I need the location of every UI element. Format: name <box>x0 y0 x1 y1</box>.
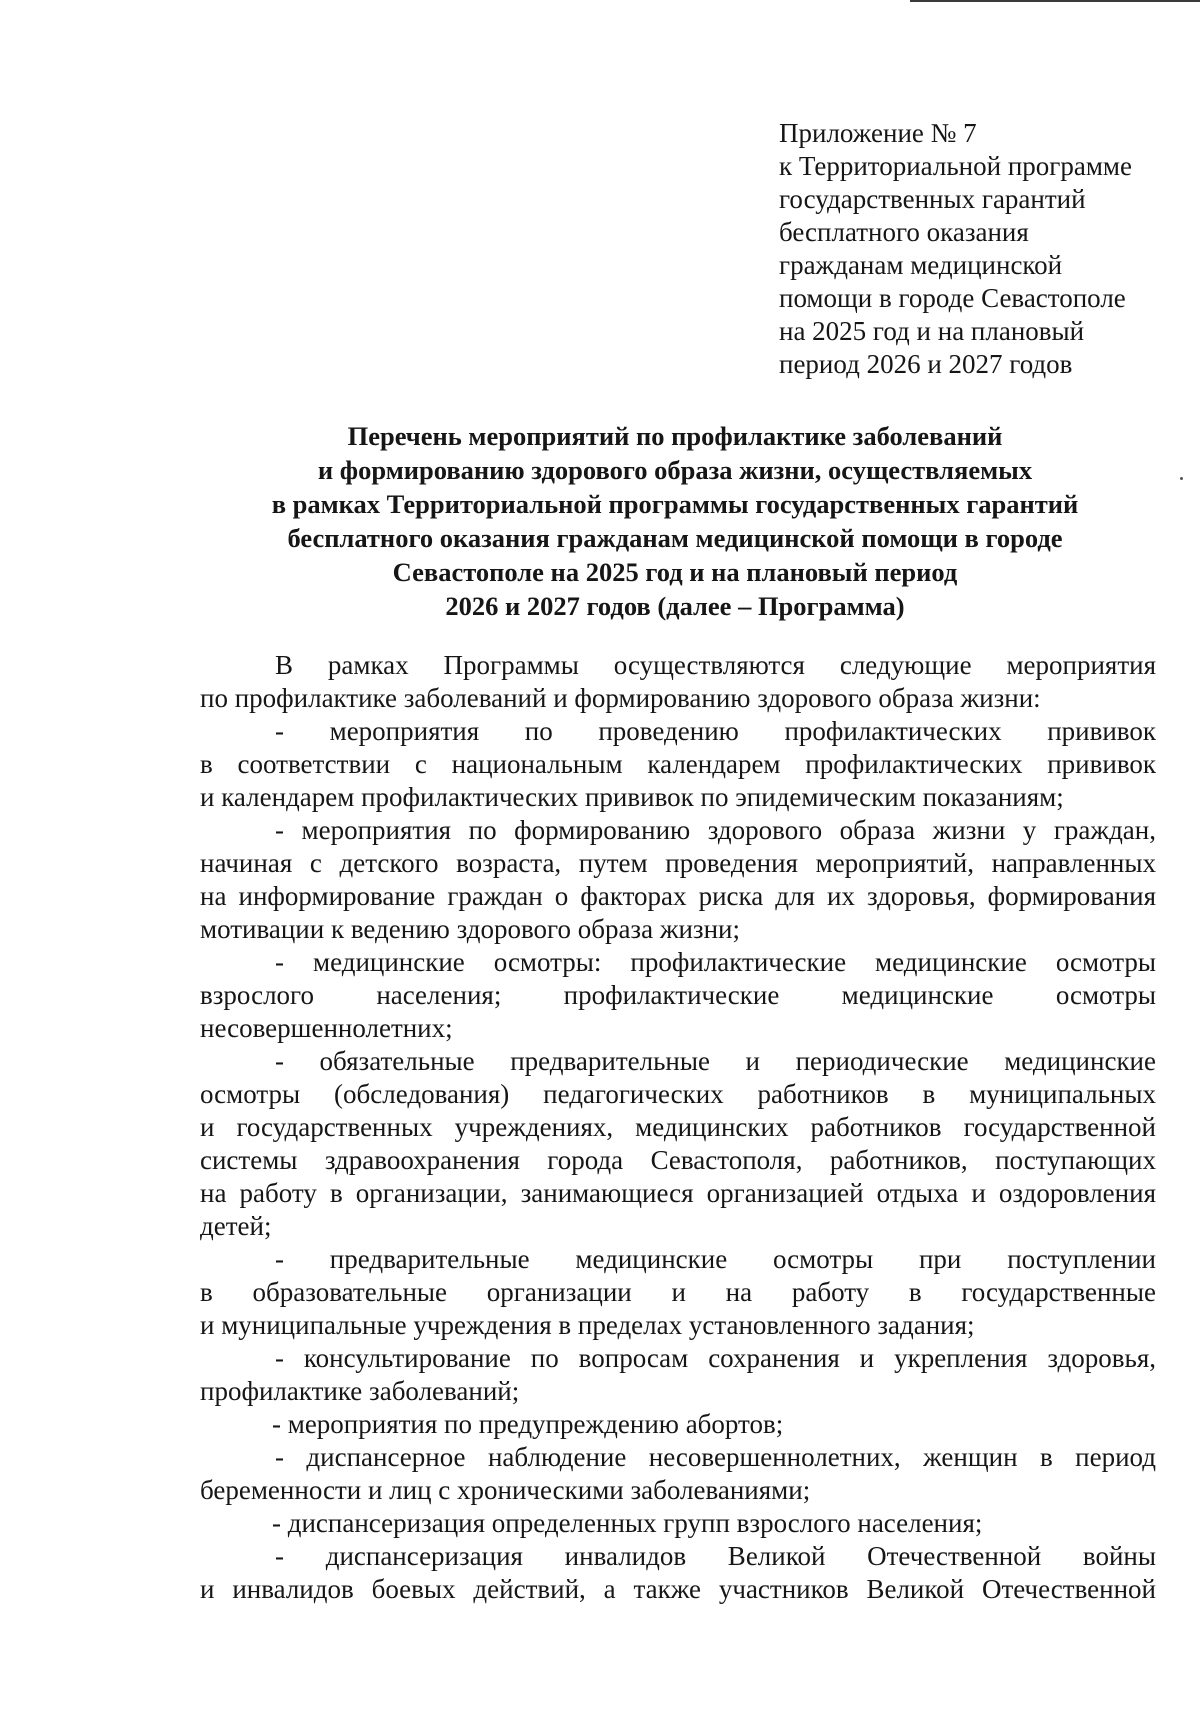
body-line: - мероприятия по предупреждению абортов; <box>272 1409 784 1439</box>
title-line: Перечень мероприятий по профилактике заболеваний <box>347 421 1003 451</box>
body-line: начиная с детского возраста, путем проведения мероприятий, направленных <box>200 848 1156 878</box>
appendix-line: бесплатного оказания <box>779 217 1029 247</box>
body-line: по профилактике заболеваний и формированию здорового образа жизни: <box>200 683 1041 713</box>
title-line: в рамках Территориальной программы государственных гарантий <box>271 489 1079 519</box>
body-line: - обязательные предварительные и периодические медицинские <box>275 1046 1156 1076</box>
appendix-line: Приложение № 7 <box>779 118 977 148</box>
body-line: - мероприятия по формированию здорового образа жизни у граждан, <box>275 815 1156 845</box>
top-edge-rule <box>910 0 1200 2</box>
body-line: на информирование граждан о факторах риска для их здоровья, формирования <box>200 881 1156 911</box>
title-line: и формированию здорового образа жизни, осуществляемых <box>317 455 1033 485</box>
body-line: несовершеннолетних; <box>200 1013 453 1043</box>
body-line: системы здравоохранения города Севастополя, работников, поступающих <box>200 1145 1156 1175</box>
body-line: осмотры (обследования) педагогических работников в муниципальных <box>200 1079 1156 1109</box>
appendix-line: к Территориальной программе <box>779 151 1132 181</box>
body-line: В рамках Программы осуществляются следующие мероприятия <box>275 650 1156 680</box>
title-line: бесплатного оказания гражданам медицинской помощи в городе <box>287 523 1063 553</box>
document-body <box>200 649 1156 1606</box>
body-line: - мероприятия по проведению профилактических прививок <box>275 716 1156 746</box>
body-line: и календарем профилактических прививок по эпидемическим показаниям; <box>200 782 1064 812</box>
body-line: и государственных учреждениях, медицинских работников государственной <box>200 1112 1156 1142</box>
document-title <box>200 419 1150 623</box>
appendix-header <box>779 117 1189 381</box>
body-line: и муниципальные учреждения в пределах установленного задания; <box>200 1310 975 1340</box>
body-line: мотивации к ведению здорового образа жизни; <box>200 914 740 944</box>
body-line: профилактике заболеваний; <box>200 1376 520 1406</box>
body-line: - диспансеризация инвалидов Великой Отечественной войны <box>275 1541 1156 1571</box>
appendix-line: помощи в городе Севастополе <box>779 283 1126 313</box>
body-line: на работу в организации, занимающиеся организацией отдыха и оздоровления <box>200 1178 1156 1208</box>
appendix-line: период 2026 и 2027 годов <box>779 349 1073 379</box>
appendix-line: государственных гарантий <box>779 184 1086 214</box>
appendix-line: на 2025 год и на плановый <box>779 316 1085 346</box>
title-line: 2026 и 2027 годов (далее – Программа) <box>445 591 905 621</box>
body-line: взрослого населения; профилактические медицинские осмотры <box>200 980 1156 1010</box>
body-line: - диспансерное наблюдение несовершеннолетних, женщин в период <box>275 1442 1156 1472</box>
body-line: беременности и лиц с хроническими заболеваниями; <box>200 1475 811 1505</box>
scan-speck <box>1180 477 1183 480</box>
title-line: Севастополе на 2025 год и на плановый период <box>392 557 958 587</box>
body-line: и инвалидов боевых действий, а также участников Великой Отечественной <box>200 1574 1156 1604</box>
body-line: - диспансеризация определенных групп взрослого населения; <box>272 1508 983 1538</box>
body-line: - медицинские осмотры: профилактические медицинские осмотры <box>275 947 1156 977</box>
appendix-line: гражданам медицинской <box>779 250 1063 280</box>
body-line: детей; <box>200 1211 272 1241</box>
body-line: - предварительные медицинские осмотры при поступлении <box>275 1244 1156 1274</box>
body-line: в соответствии с национальным календарем профилактических прививок <box>200 749 1156 779</box>
body-line: в образовательные организации и на работу в государственные <box>200 1277 1156 1307</box>
body-line: - консультирование по вопросам сохранения и укрепления здоровья, <box>275 1343 1156 1373</box>
